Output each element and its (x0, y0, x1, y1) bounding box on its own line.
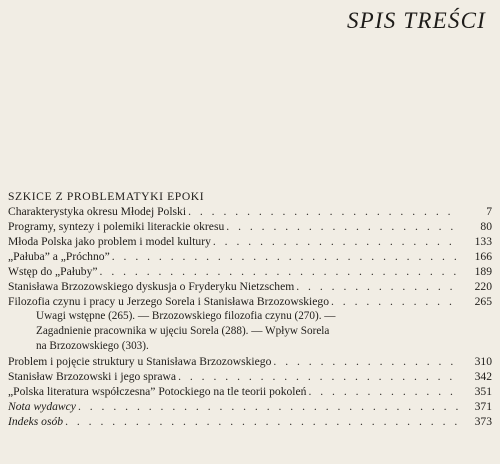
toc-entry (8, 414, 492, 429)
toc-entry-page: 310 (474, 355, 492, 368)
toc-subentry-line: Zagadnienie pracownika w ujęciu Sorela (288). — Wpływ Sorela (36, 325, 330, 337)
dot-leader (78, 399, 460, 414)
dot-leader (112, 249, 460, 264)
dot-leader (226, 219, 460, 234)
toc-entry-title: Stanisław Brzozowski i jego sprawa (8, 370, 177, 383)
dot-leader (308, 384, 460, 399)
toc-entry-page: 189 (474, 265, 492, 278)
toc-entry-page: 7 (486, 205, 492, 218)
toc-entry-page: 351 (474, 385, 492, 398)
dot-leader (296, 279, 460, 294)
toc-entry (8, 354, 492, 369)
dot-leader (331, 294, 460, 309)
toc-entry (8, 264, 492, 279)
toc-entry-title: Stanisława Brzozowskiego dyskusja o Fryderyku Nietzschem (8, 280, 295, 293)
toc-entry-title: Indeks osób (8, 415, 64, 428)
toc-entry-title: Programy, syntezy i polemiki literackie okresu (8, 220, 225, 233)
section-heading: SZKICE Z PROBLEMATYKI EPOKI (8, 190, 205, 203)
toc-subentry-line: na Brzozowskiego (303). (36, 340, 149, 352)
toc-entry-page: 342 (474, 370, 492, 383)
toc-entry-title: Nota wydawcy (8, 400, 76, 413)
toc-entry-page: 166 (474, 250, 492, 263)
dot-leader (213, 234, 460, 249)
toc-entry (8, 234, 492, 249)
toc-entry-title: „Pałuba” a „Próchno” (8, 250, 110, 263)
toc-entry (8, 249, 492, 264)
toc-entry-title: Problem i pojęcie struktury u Stanisława Brzozowskiego (8, 355, 272, 368)
toc-entry-page: 220 (474, 280, 492, 293)
dot-leader (188, 204, 460, 219)
toc-entry-title: „Polska literatura współczesna” Potockiego na tle teorii pokoleń (8, 385, 307, 398)
dot-leader (100, 264, 460, 279)
toc-entry-page: 133 (474, 235, 492, 248)
toc-entry (8, 219, 492, 234)
toc-entry (8, 204, 492, 219)
toc-entry (8, 279, 492, 294)
toc-entry-title: Młoda Polska jako problem i model kultury (8, 235, 211, 248)
dot-leader (178, 369, 460, 384)
toc-entry-title: Filozofia czynu i pracy u Jerzego Sorela i Stanisława Brzozowskiego (8, 295, 329, 308)
page-title: SPIS TREŚCI (346, 8, 486, 33)
toc-entry-title: Wstęp do „Pałuby” (8, 265, 98, 278)
toc-entry (8, 369, 492, 384)
dot-leader (65, 414, 460, 429)
toc-entry-page: 371 (474, 400, 492, 413)
toc-entry-page: 265 (474, 295, 492, 308)
table-of-contents (8, 189, 492, 429)
dot-leader (273, 354, 460, 369)
toc-entry (8, 384, 492, 399)
toc-entry (8, 399, 492, 414)
toc-entry (8, 294, 492, 309)
toc-entry-page: 80 (480, 220, 492, 233)
toc-subentry-line: Uwagi wstępne (265). — Brzozowskiego filozofia czynu (270). — (36, 310, 336, 322)
toc-entry-page: 373 (474, 415, 492, 428)
toc-entry-title: Charakterystyka okresu Młodej Polski (8, 205, 187, 218)
